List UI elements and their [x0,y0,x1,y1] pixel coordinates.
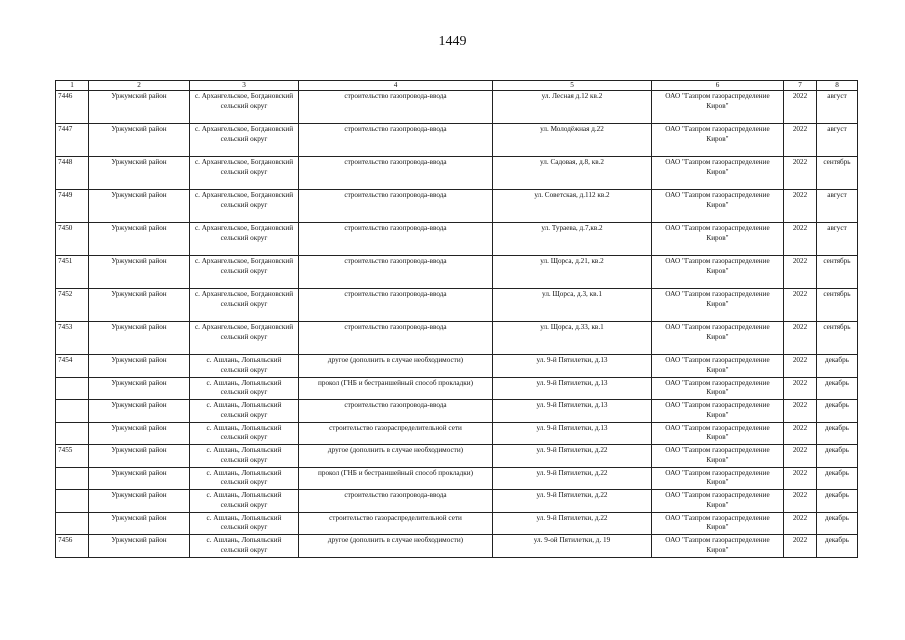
address-cell: ул. Щорса, д.33, кв.1 [493,322,652,355]
row-number: 7450 [56,223,89,256]
organization-cell: ОАО "Газпром газораспределение Киров" [652,400,784,423]
month-cell: декабрь [817,512,858,535]
district-cell: Уржумский район [89,490,190,513]
row-number [56,467,89,490]
year-cell: 2022 [784,400,817,423]
locality-cell: с. Архангельское, Богдановский сельский округ [190,289,299,322]
organization-cell: ОАО "Газпром газораспределение Киров" [652,422,784,445]
district-cell: Уржумский район [89,190,190,223]
work-type-cell: строительство газопровода-ввода [299,190,493,223]
work-type-cell: строительство газопровода-ввода [299,157,493,190]
locality-cell: с. Ашлань, Лопьяльский сельский округ [190,467,299,490]
work-type-cell: строительство газопровода-ввода [299,400,493,423]
year-cell: 2022 [784,124,817,157]
address-cell: ул. 9-й Пятилетки, д.22 [493,490,652,513]
row-number: 7456 [56,535,89,558]
month-cell: декабрь [817,355,858,378]
table-row [56,157,858,190]
organization-cell: ОАО "Газпром газораспределение Киров" [652,256,784,289]
address-cell: ул. Садовая, д.8, кв.2 [493,157,652,190]
table-row [56,535,858,558]
month-cell: сентябрь [817,256,858,289]
locality-cell: с. Ашлань, Лопьяльский сельский округ [190,422,299,445]
address-cell: ул. 9-й Пятилетки, д.13 [493,400,652,423]
table-row [56,467,858,490]
year-cell: 2022 [784,91,817,124]
page-number: 1449 [438,34,467,49]
month-cell: август [817,223,858,256]
month-cell: декабрь [817,445,858,468]
organization-cell: ОАО "Газпром газораспределение Киров" [652,190,784,223]
district-cell: Уржумский район [89,377,190,400]
district-cell: Уржумский район [89,91,190,124]
district-cell: Уржумский район [89,535,190,558]
row-number: 7448 [56,157,89,190]
year-cell: 2022 [784,512,817,535]
organization-cell: ОАО "Газпром газораспределение Киров" [652,445,784,468]
work-type-cell: строительство газопровода-ввода [299,490,493,513]
row-number: 7447 [56,124,89,157]
work-type-cell: строительство газораспределительной сети [299,422,493,445]
month-cell: сентябрь [817,157,858,190]
month-cell: декабрь [817,377,858,400]
year-cell: 2022 [784,445,817,468]
year-cell: 2022 [784,157,817,190]
organization-cell: ОАО "Газпром газораспределение Киров" [652,377,784,400]
locality-cell: с. Ашлань, Лопьяльский сельский округ [190,512,299,535]
month-cell: декабрь [817,467,858,490]
locality-cell: с. Ашлань, Лопьяльский сельский округ [190,535,299,558]
row-number: 7453 [56,322,89,355]
row-number [56,490,89,513]
column-header: 8 [817,81,858,91]
district-cell: Уржумский район [89,467,190,490]
row-number: 7452 [56,289,89,322]
address-cell: ул. 9-й Пятилетки, д.22 [493,467,652,490]
address-cell: ул. Тураева, д.7,кв.2 [493,223,652,256]
organization-cell: ОАО "Газпром газораспределение Киров" [652,512,784,535]
work-type-cell: строительство газопровода-ввода [299,256,493,289]
work-type-cell: строительство газопровода-ввода [299,322,493,355]
locality-cell: с. Архангельское, Богдановский сельский округ [190,91,299,124]
district-cell: Уржумский район [89,355,190,378]
table-row [56,377,858,400]
district-cell: Уржумский район [89,157,190,190]
row-number: 7451 [56,256,89,289]
work-type-cell: другое (дополнить в случае необходимости) [299,445,493,468]
organization-cell: ОАО "Газпром газораспределение Киров" [652,223,784,256]
row-number: 7449 [56,190,89,223]
year-cell: 2022 [784,355,817,378]
district-cell: Уржумский район [89,289,190,322]
table-row [56,322,858,355]
row-number [56,400,89,423]
month-cell: сентябрь [817,322,858,355]
work-type-cell: другое (дополнить в случае необходимости) [299,355,493,378]
address-cell: ул. Лесная д.12 кв.2 [493,91,652,124]
locality-cell: с. Архангельское, Богдановский сельский округ [190,124,299,157]
table-row [56,355,858,378]
year-cell: 2022 [784,322,817,355]
locality-cell: с. Архангельское, Богдановский сельский округ [190,322,299,355]
work-type-cell: строительство газораспределительной сети [299,512,493,535]
year-cell: 2022 [784,467,817,490]
address-cell: ул. 9-й Пятилетки, д.22 [493,512,652,535]
address-cell: ул. 9-ой Пятилетки, д. 19 [493,535,652,558]
locality-cell: с. Ашлань, Лопьяльский сельский округ [190,377,299,400]
table-row [56,256,858,289]
register-table [55,80,858,558]
year-cell: 2022 [784,190,817,223]
table-row [56,190,858,223]
organization-cell: ОАО "Газпром газораспределение Киров" [652,467,784,490]
year-cell: 2022 [784,377,817,400]
column-header: 1 [56,81,89,91]
year-cell: 2022 [784,256,817,289]
month-cell: август [817,91,858,124]
work-type-cell: строительство газопровода-ввода [299,91,493,124]
table-row [56,512,858,535]
district-cell: Уржумский район [89,124,190,157]
district-cell: Уржумский район [89,400,190,423]
month-cell: декабрь [817,422,858,445]
year-cell: 2022 [784,535,817,558]
header-row [56,81,858,91]
district-cell: Уржумский район [89,512,190,535]
district-cell: Уржумский район [89,422,190,445]
row-number [56,512,89,535]
organization-cell: ОАО "Газпром газораспределение Киров" [652,124,784,157]
row-number [56,422,89,445]
column-header: 6 [652,81,784,91]
organization-cell: ОАО "Газпром газораспределение Киров" [652,355,784,378]
table-row [56,223,858,256]
address-cell: ул. Щорса, д.21, кв.2 [493,256,652,289]
month-cell: август [817,124,858,157]
row-number: 7446 [56,91,89,124]
table-row [56,490,858,513]
locality-cell: с. Архангельское, Богдановский сельский округ [190,223,299,256]
month-cell: декабрь [817,535,858,558]
address-cell: ул. Советская, д.112 кв.2 [493,190,652,223]
table-row [56,445,858,468]
column-header: 7 [784,81,817,91]
address-cell: ул. 9-й Пятилетки, д.22 [493,445,652,468]
work-type-cell: строительство газопровода-ввода [299,223,493,256]
month-cell: декабрь [817,490,858,513]
work-type-cell: прокол (ГНБ и бестраншейный способ прокладки) [299,467,493,490]
locality-cell: с. Ашлань, Лопьяльский сельский округ [190,490,299,513]
organization-cell: ОАО "Газпром газораспределение Киров" [652,289,784,322]
work-type-cell: другое (дополнить в случае необходимости) [299,535,493,558]
month-cell: сентябрь [817,289,858,322]
address-cell: ул. 9-й Пятилетки, д.13 [493,377,652,400]
address-cell: ул. Молодёжная д.22 [493,124,652,157]
table-row [56,91,858,124]
district-cell: Уржумский район [89,256,190,289]
year-cell: 2022 [784,490,817,513]
table-row [56,289,858,322]
table-row [56,422,858,445]
address-cell: ул. 9-й Пятилетки, д.13 [493,422,652,445]
organization-cell: ОАО "Газпром газораспределение Киров" [652,535,784,558]
locality-cell: с. Архангельское, Богдановский сельский округ [190,157,299,190]
year-cell: 2022 [784,223,817,256]
row-number: 7455 [56,445,89,468]
locality-cell: с. Ашлань, Лопьяльский сельский округ [190,400,299,423]
column-header: 3 [190,81,299,91]
column-header: 5 [493,81,652,91]
address-cell: ул. 9-й Пятилетки, д.13 [493,355,652,378]
month-cell: август [817,190,858,223]
column-header: 4 [299,81,493,91]
work-type-cell: строительство газопровода-ввода [299,289,493,322]
organization-cell: ОАО "Газпром газораспределение Киров" [652,157,784,190]
work-type-cell: прокол (ГНБ и бестраншейный способ прокладки) [299,377,493,400]
organization-cell: ОАО "Газпром газораспределение Киров" [652,490,784,513]
locality-cell: с. Архангельское, Богдановский сельский округ [190,190,299,223]
year-cell: 2022 [784,422,817,445]
row-number [56,377,89,400]
organization-cell: ОАО "Газпром газораспределение Киров" [652,322,784,355]
table-row [56,400,858,423]
work-type-cell: строительство газопровода-ввода [299,124,493,157]
table-row [56,124,858,157]
organization-cell: ОАО "Газпром газораспределение Киров" [652,91,784,124]
district-cell: Уржумский район [89,445,190,468]
address-cell: ул. Щорса, д.3, кв.1 [493,289,652,322]
year-cell: 2022 [784,289,817,322]
locality-cell: с. Архангельское, Богдановский сельский округ [190,256,299,289]
district-cell: Уржумский район [89,223,190,256]
column-header: 2 [89,81,190,91]
district-cell: Уржумский район [89,322,190,355]
row-number: 7454 [56,355,89,378]
locality-cell: с. Ашлань, Лопьяльский сельский округ [190,355,299,378]
month-cell: декабрь [817,400,858,423]
locality-cell: с. Ашлань, Лопьяльский сельский округ [190,445,299,468]
